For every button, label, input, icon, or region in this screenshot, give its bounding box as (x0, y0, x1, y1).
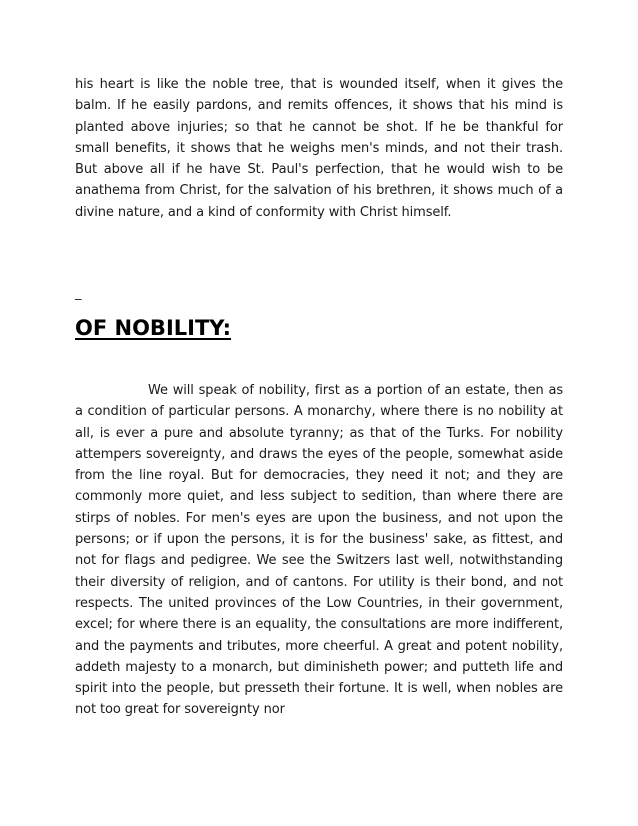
document-page (75, 0, 563, 826)
section-heading: OF NOBILITY: (75, 316, 232, 340)
section-separator: _ (75, 286, 82, 301)
section-paragraph: We will speak of nobility, first as a portion of an estate, then as a condition of particular persons. A monarchy, where there is no nobility at all, is ever a pure and absolute tyranny; as that of the Turks. For nobility attempers sovereignty, and draws the eyes of the people, somewhat aside from the line royal. But for democracies, they need it not; and they are commonly more quiet, and less subject to sedition, than where there are stirps of nobles. For men's eyes are upon the business, and not upon the persons; or if upon the persons, it is for the business' sake, as fittest, and not for flags and pedigree. We see the Switzers last well, notwithstanding their diversity of religion, and of cantons. For utility is their bond, and not respects. The united provinces of the Low Countries, in their government, excel; for where there is an equality, the consultations are more indifferent, and the payments and tributes, more cheerful. A great and potent nobility, addeth majesty to a monarch, but diminisheth power; and putteth life and spirit into the people, but presseth their fortune. It is well, when nobles are not too great for sovereignty nor (75, 383, 563, 718)
intro-paragraph: his heart is like the noble tree, that is wounded itself, when it gives the balm. If he easily pardons, and remits offences, it shows that his mind is planted above injuries; so that he cannot be shot. If he be thankful for small benefits, it shows that he weighs men's minds, and not their trash. But above all if he have St. Paul's perfection, that he would wish to be anathema from Christ, for the salvation of his brethren, it shows much of a divine nature, and a kind of conformity with Christ himself. (75, 77, 563, 220)
